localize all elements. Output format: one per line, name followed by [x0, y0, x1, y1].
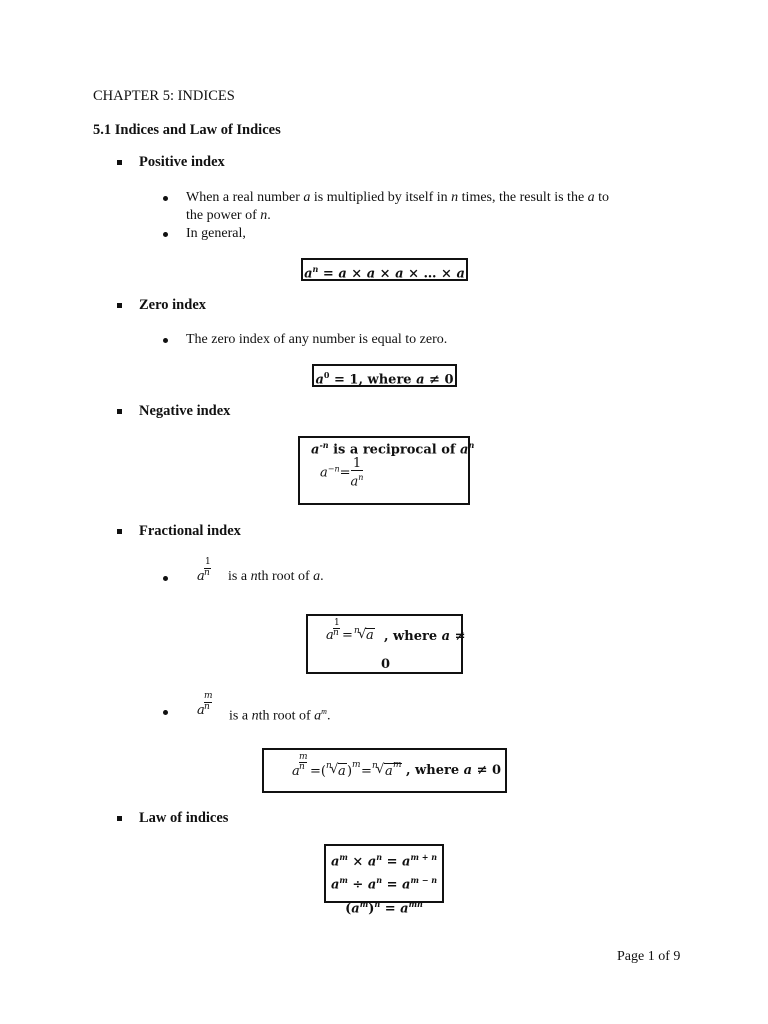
- fractional-bullet2: is a nth root of $a^m$.: [229, 707, 331, 724]
- positive-formula: $a^n = a \times a \times a$ × … × a: [304, 264, 465, 282]
- page-number: Page 1 of 9: [617, 949, 681, 964]
- negative-formula-box: [298, 436, 475, 505]
- positive-formula-box: [301, 258, 468, 281]
- square-bullet-icon: [117, 409, 122, 414]
- law-rules: [326, 846, 442, 918]
- positive-bullet1-line2: the power of n.: [186, 208, 271, 223]
- law-rule-power: $(a^m)^n = a^{mn}$: [345, 898, 423, 916]
- fractional-formula1-zero: 0: [381, 657, 391, 672]
- chapter-title: CHAPTER 5: INDICES: [93, 88, 235, 104]
- round-bullet-icon: [163, 710, 168, 715]
- section-title: 5.1 Indices and Law of Indices: [93, 122, 281, 138]
- round-bullet-icon: [163, 338, 168, 343]
- square-bullet-icon: [117, 160, 122, 165]
- fractional-formula1-box: [306, 614, 466, 674]
- law-rule-divide: $a^m \div a^n = a^{m - n}$: [330, 875, 438, 893]
- law-of-indices-heading: Law of indices: [139, 810, 229, 826]
- square-bullet-icon: [117, 303, 122, 308]
- round-bullet-icon: [163, 196, 168, 201]
- law-rule-multiply: $a^m \times a^n = a^{m + n}$: [330, 852, 438, 870]
- fractional-power-m-over-n: m n a: [197, 691, 213, 718]
- round-bullet-icon: [163, 232, 168, 237]
- law-formula-box: [324, 844, 444, 916]
- zero-formula-box: [312, 364, 457, 387]
- round-bullet-icon: [163, 576, 168, 581]
- positive-index-heading: Positive index: [139, 154, 225, 170]
- fractional-index-heading: Fractional index: [139, 523, 241, 539]
- zero-bullet1: The zero index of any number is equal to zero.: [186, 332, 448, 347]
- square-bullet-icon: [117, 529, 122, 534]
- negative-formula-title: $a^{-n}$ is a reciprocal of $a^n$: [311, 440, 475, 458]
- zero-formula: $a^0 = 1$, where a ≠ 0: [315, 370, 454, 388]
- negative-index-heading: Negative index: [139, 403, 231, 419]
- zero-index-heading: Zero index: [139, 297, 206, 313]
- fractional-bullet1: is a nth root of a.: [228, 569, 324, 584]
- positive-bullet1: [186, 189, 676, 225]
- negative-formula: $a^{-n}=$ $\frac{1}{a^n}$: [320, 456, 364, 490]
- positive-bullet1-line1: When a real number a is multiplied by itself in n times, the result is the a to: [186, 190, 610, 205]
- fractional-formula1-condition: , where a ≠: [384, 629, 466, 644]
- square-bullet-icon: [117, 816, 122, 821]
- positive-bullet2: In general,: [186, 226, 246, 241]
- fractional-power-one-over-n: 1 n a: [197, 557, 211, 584]
- fractional-formula1-lhs: 1 n a = n √ a: [326, 618, 374, 643]
- fractional-formula2-condition: , where a ≠ 0: [406, 763, 502, 778]
- fractional-formula2-lhs: m n a =( n √ a ) m = n √ a m: [292, 752, 402, 779]
- fractional-formula2-box: [262, 748, 507, 793]
